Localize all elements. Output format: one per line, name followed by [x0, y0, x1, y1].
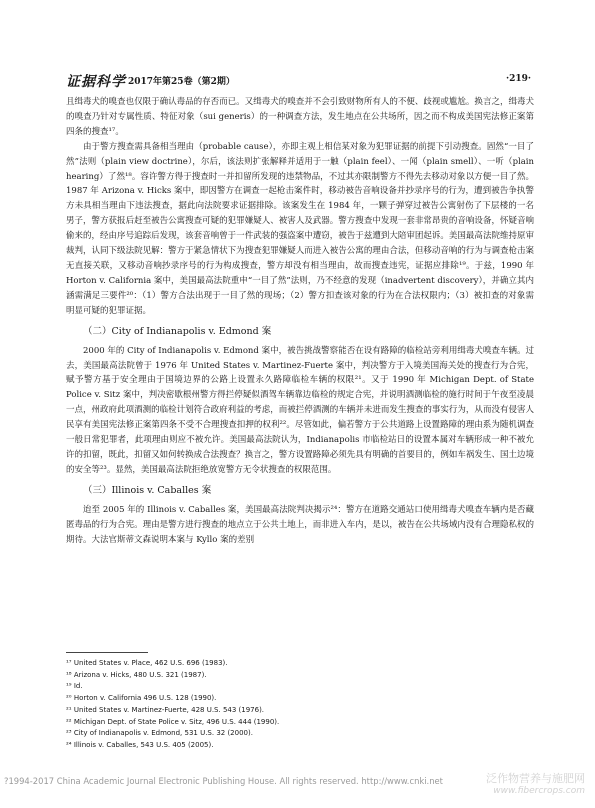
footnotes	[66, 652, 534, 752]
article-body	[66, 95, 534, 547]
footnote: ¹⁸ Arizona v. Hicks, 480 U.S. 321 (1987).	[66, 670, 207, 679]
footnote: ²² Michigan Dept. of State Police v. Sitz, 496 U.S. 444 (1990).	[66, 717, 280, 726]
footnote: ¹⁹ Id.	[66, 682, 83, 691]
issue-info: 2017年第25卷（第2期）	[128, 77, 235, 87]
section-heading: （二）City of Indianapolis v. Edmond 案	[83, 325, 272, 337]
watermark	[486, 770, 585, 796]
journal-logo: 证据科学	[66, 74, 126, 90]
footnote: ²⁴ Illinois v. Caballes, 543 U.S. 405 (2005).	[66, 740, 214, 749]
watermark-url: www.fibercrops.com	[493, 786, 585, 796]
paragraph: 且缉毒犬的嗅查也仅限于确认毒品的存否而已。又缉毒犬的嗅查并不会引致财物所有人的不便、歧视或尴尬。换言之，缉毒犬的嗅查乃针对专属性质、特征对象（sui generis）的一种调查方法，发生地点在公共场所，因之而不构成美国宪法修正案第四条的搜查¹⁷。	[66, 97, 534, 137]
watermark-title: 泛作物营养与施肥网	[486, 772, 585, 785]
page-number: ·219·	[505, 74, 531, 84]
footnote: ¹⁷ United States v. Place, 462 U.S. 696 (1983).	[66, 659, 228, 667]
paragraph: 2000 年的 City of Indianapolis v. Edmond 案中，被告挑战警察能否在设有路障的临检站旁利用缉毒犬嗅查车辆。过去，美国最高法院曾于 1976 年 United States v. Martinez-Fuerte 案中，判决警方于入境美国海关处的搜查行为合宪，赋予警方基于安全理由于国境边界的公路上设置永久路障临检车辆的权限²¹。又于 1990 年 Michigan Dept. of State Police v. Sitz 案中，判决密歇根州警方得拦停疑似酒驾车辆靠边临检的规定合宪，并说明酒测临检的施行时间于午夜至凌晨一点，州政府此项酒测的临检计划符合政府利益的考虑，而被拦停酒测的车辆并未进而发生搜查的事实行为，从而没有侵害人民享有美国宪法修正案第四条不受不合理搜查扣押的权利²²。尽管如此，偏若警方于公共道路上设置路障的理由系为随机调查一般日常犯罪者，此项理由则应不被允许。美国最高法院认为，Indianapolis 市临检站日的设置本属对车辆形成一种不被允许的扣留，既此，扣留又如何转换成合法搜查？换言之，警方设置路障必须先具有明确的首要目的，例如车祸发生、国土边境的安全等²³。显然，美国最高法院拒绝放宽警方无令状搜查的权限范围。	[66, 345, 534, 475]
footnote: ²⁰ Horton v. California 496 U.S. 128 (1990).	[66, 694, 217, 703]
footnote-divider	[66, 652, 148, 653]
paragraph: 迨至 2005 年的 Illinois v. Caballes 案，美国最高法院判决揭示²⁴：警方在道路交通站口使用缉毒犬嗅查车辆内是否藏匿毒品的行为合宪。理由是警方进行搜查的地点立于公共土地上，而非进入车内，是以，被告在公共场域内没有合理隐私权的期待。大法官斯蒂文森说明本案与 Kyllo 案的差别	[66, 504, 534, 545]
footnote: ²¹ United States v. Martinez-Fuerte, 428 U.S. 543 (1976).	[66, 705, 265, 714]
section-heading: （三）Illinois v. Caballes 案	[83, 484, 212, 496]
copyright-text: ?1994-2017 China Academic Journal Electronic Publishing House. All rights reserved.	[4, 776, 359, 786]
copyright-notice	[4, 776, 443, 786]
source-link[interactable]: http://www.cnki.net	[361, 776, 443, 786]
footnote: ²³ City of Indianapolis v. Edmond, 531 U.S. 32 (2000).	[66, 729, 253, 738]
paragraph: 由于警方搜查需具备相当理由（probable cause），亦即主观上相信某对象为犯罪证据的前提下引动搜查。固然“一目了然”法则（plain view doctrine），尔后，该法则扩张解释并适用于一触（plain feel）、一闻（plain smell）、一听（plain hearing）了然¹⁸。容许警方得于搜查时一并扣留所发现的违禁物品，不过其亦限制警方不得先去移动对象以方便一目了然。1987 年 Arizona v. Hicks 案中，即因警方在调查一起枪击案件时，移动被告音响设备并抄录序号的行为，遭到被告争执警方未具相当理由下违法搜查，据此向法院要求证据排除。该案发生在 1984 年，一颗子弹穿过被告公寓射伤了下层楼的一名男子，警方获报后赶至被告公寓搜查可疑的犯罪嫌疑人、被害人及武器。警方搜查中发现一套非常昂贵的音响设备，怀疑音响偷来的，经由序号追踪后发现，该套音响曾于一件武装的强盗案中遭窃，被告于兹遭到大陪审团起诉。美国最高法院维持原审裁判，认同下级法院见解：警方于紧急情状下为搜查犯罪嫌疑人而进入被告公寓的理由合法，但移动音响的行为与调查枪击案无直接关联，又移动音响抄录序号的行为构成搜查，警方却没有相当理由，故而搜查违宪，证据应排除¹⁹。于兹，1990 年 Horton v. California 案中，美国最高法院重申“一目了然”法则，乃不经意的发现（inadvertent discovery），并确立其内涵需满足三要件²⁰：（1）警方合法出现于一目了然的现场；（2）警方扣查该对象的行为在合法权限内；（3）被扣查的对象需明显可疑的犯罪证据。	[66, 141, 534, 316]
page-header	[66, 71, 531, 91]
